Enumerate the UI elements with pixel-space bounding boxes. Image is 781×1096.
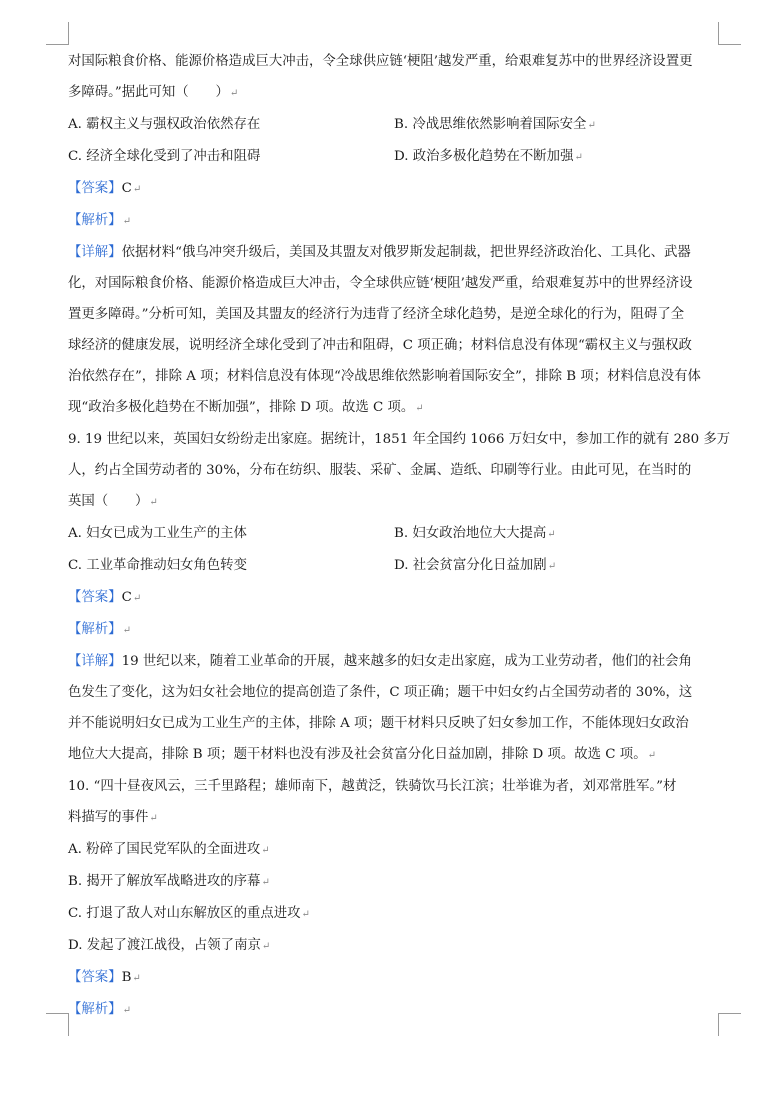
q8-options-row <box>68 109 720 141</box>
paragraph-mark-icon: ↵ <box>587 120 596 131</box>
question-8 <box>68 46 720 424</box>
q8-detail <box>68 237 720 424</box>
question-10 <box>68 771 720 1026</box>
q10-answer <box>68 962 720 994</box>
q9-stem-line: 人，约占全国劳动者的 30%，分布在纺织、服装、采矿、金属、造纸、印刷等行业。由此可见，在当时的 <box>68 463 692 478</box>
paragraph-mark-icon: ↵ <box>415 403 424 414</box>
document-body[interactable] <box>68 46 731 1026</box>
q9-option-d: D. 社会贫富分化日益加剧↵ <box>394 558 557 573</box>
paragraph-mark-icon: ↵ <box>261 845 270 856</box>
answer-tag: 【答案】 <box>68 590 122 605</box>
page-corner-mark-bottom-left <box>46 1013 69 1036</box>
q8-answer <box>68 173 720 205</box>
q9-option-b: B. 妇女政治地位大大提高↵ <box>394 526 556 541</box>
q9-detail-line: 并不能说明妇女已成为工业生产的主体，排除 A 项；题干材料只反映了妇女参加工作，不能体现妇女政治 <box>68 716 689 731</box>
q8-stem-line: 对国际粮食价格、能源价格造成巨大冲击，令全球供应链‘梗阻’越发严重，给艰难复苏中的世界经济设置更 <box>68 54 693 69</box>
q9-options-row <box>68 518 720 550</box>
q8-detail-line: 现“政治多极化趋势在不断加强”，排除 D 项。故选 C 项。 <box>68 400 415 415</box>
answer-value: C <box>121 181 132 196</box>
q10-option-d: D. 发起了渡江战役，占领了南京↵ <box>68 938 271 953</box>
answer-value: C <box>121 590 132 605</box>
detail-tag: 【详解】 <box>68 245 122 260</box>
q8-detail-line: 置更多障碍。”分析可知，美国及其盟友的经济行为违背了经济全球化趋势，是逆全球化的行为，阻碍了全 <box>68 307 685 322</box>
q9-detail-line: 地位大大提高，排除 B 项；题干材料也没有涉及社会贫富分化日益加剧，排除 D 项。故选 C 项。 <box>68 747 647 762</box>
paragraph-mark-icon: ↵ <box>149 813 158 824</box>
paragraph-mark-icon: ↵ <box>132 973 141 984</box>
paragraph-mark-icon: ↵ <box>301 909 310 920</box>
q8-detail-line: 依据材料“俄乌冲突升级后，美国及其盟友对俄罗斯发起制裁，把世界经济政治化、工具化、武器 <box>121 245 691 260</box>
q10-analysis <box>68 994 720 1026</box>
paragraph-mark-icon: ↵ <box>122 1005 131 1016</box>
q8-option-d: D. 政治多极化趋势在不断加强↵ <box>394 149 583 164</box>
q10-option-b: B. 揭开了解放军战略进攻的序幕↵ <box>68 874 270 889</box>
q10-option-c: C. 打退了敌人对山东解放区的重点进攻↵ <box>68 906 310 921</box>
paragraph-mark-icon: ↵ <box>122 625 131 636</box>
page-corner-mark-top-right <box>718 22 741 45</box>
q8-option-c: C. 经济全球化受到了冲击和阻碍 <box>68 149 261 164</box>
q8-option-a: A. 霸权主义与强权政治依然存在 <box>68 117 261 132</box>
analysis-tag: 【解析】 <box>68 1002 122 1017</box>
q8-analysis <box>68 205 720 237</box>
question-9 <box>68 424 731 771</box>
q8-option-b: B. 冷战思维依然影响着国际安全↵ <box>394 117 596 132</box>
q8-detail-line: 球经济的健康发展，说明经济全球化受到了冲击和阻碍，C 项正确；材料信息没有体现“霸权主义与强权政 <box>68 338 692 353</box>
q9-options-row <box>68 550 720 582</box>
paragraph-mark-icon: ↵ <box>261 941 271 952</box>
paragraph-mark-icon: ↵ <box>574 152 583 163</box>
detail-tag: 【详解】 <box>68 654 122 669</box>
q10-option-a: A. 粉碎了国民党军队的全面进攻↵ <box>68 842 270 857</box>
q9-detail-line: 色发生了变化，这为妇女社会地位的提高创造了条件，C 项正确；题干中妇女约占全国劳动者的 30%，这 <box>68 685 693 700</box>
q9-detail <box>68 646 720 771</box>
q8-detail-line: 化，对国际粮食价格、能源价格造成巨大冲击，令全球供应链‘梗阻’越发严重，给艰难复苏中的世界经济设 <box>68 276 693 291</box>
q9-option-c: C. 工业革命推动妇女角色转变 <box>68 558 247 573</box>
q8-options-row <box>68 141 720 173</box>
q9-option-a: A. 妇女已成为工业生产的主体 <box>68 526 247 541</box>
q9-answer <box>68 582 720 614</box>
q10-stem-line: 料描写的事件↵ <box>68 810 158 825</box>
answer-value: B <box>121 970 132 985</box>
paragraph-mark-icon: ↵ <box>132 593 142 604</box>
q9-stem-line: 9. 19 世纪以来，英国妇女纷纷走出家庭。据统计，1851 年全国约 1066 万妇女中，参加工作的就有 280 多万 <box>68 432 731 447</box>
paragraph-mark-icon: ↵ <box>149 497 158 508</box>
q9-analysis <box>68 614 720 646</box>
paragraph-mark-icon: ↵ <box>229 88 239 99</box>
q9-stem-line: 英国（ ）↵ <box>68 494 158 509</box>
paragraph-mark-icon: ↵ <box>132 184 142 195</box>
answer-tag: 【答案】 <box>68 970 122 985</box>
page-corner-mark-top-left <box>46 22 69 45</box>
page-corner-mark-bottom-right <box>718 1013 741 1036</box>
q8-detail-line: 治依然存在”，排除 A 项；材料信息没有体现“冷战思维依然影响着国际安全”，排除 B 项；材料信息没有体 <box>68 369 701 384</box>
answer-tag: 【答案】 <box>68 181 122 196</box>
paragraph-mark-icon: ↵ <box>647 750 656 761</box>
analysis-tag: 【解析】 <box>68 622 122 637</box>
q9-detail-line: 19 世纪以来，随着工业革命的开展，越来越多的妇女走出家庭，成为工业劳动者，他们的社会角 <box>121 654 692 669</box>
analysis-tag: 【解析】 <box>68 213 122 228</box>
q8-stem-line: 多障碍。”据此可知（ ）↵ <box>68 85 239 100</box>
q10-stem-line: 10. “四十昼夜风云，三千里路程；雄师南下，越黄泛，铁骑饮马长江滨；壮举谁为者，刘邓常胜军。”材 <box>68 779 677 794</box>
paragraph-mark-icon: ↵ <box>547 529 556 540</box>
paragraph-mark-icon: ↵ <box>261 877 270 888</box>
paragraph-mark-icon: ↵ <box>547 561 557 572</box>
paragraph-mark-icon: ↵ <box>122 216 131 227</box>
